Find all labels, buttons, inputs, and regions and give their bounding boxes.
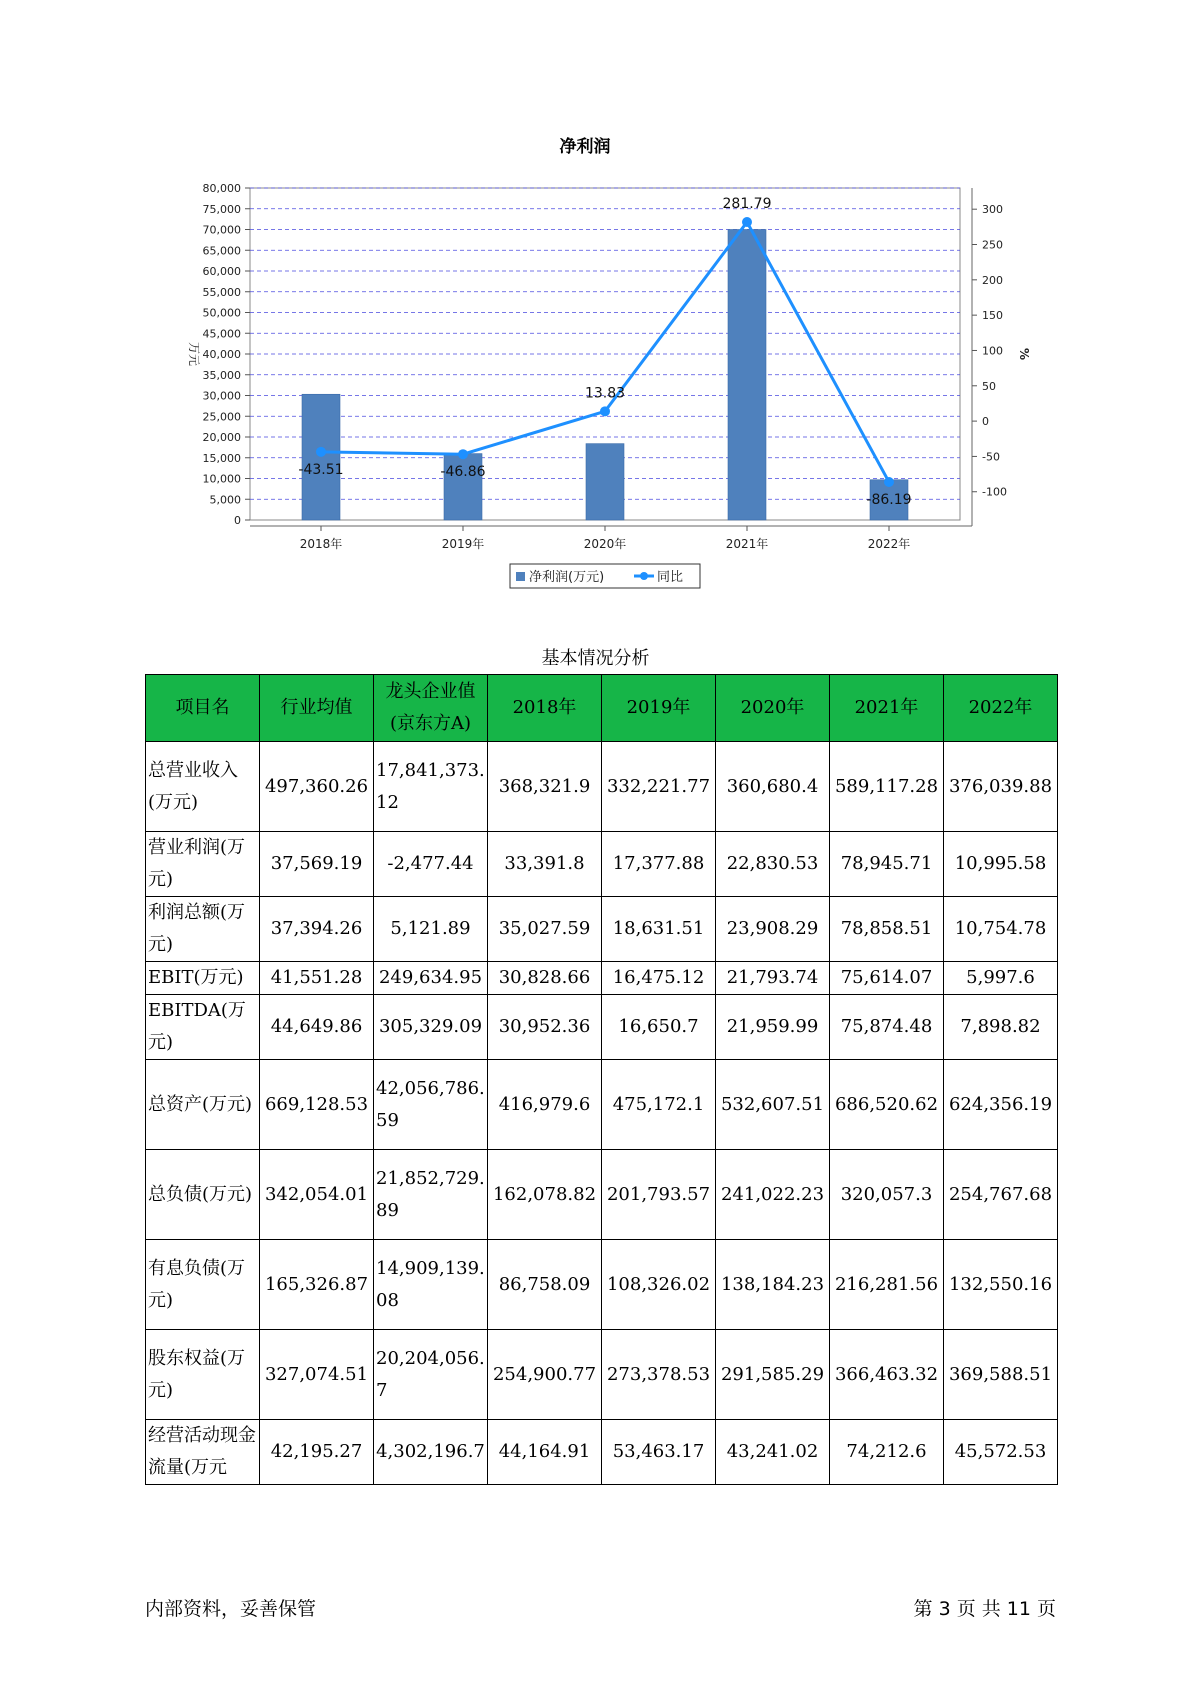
y2-tick-label: 250	[982, 238, 1003, 252]
table-cell: 165,326.87	[260, 1240, 374, 1330]
table-header-cell: 行业均值	[260, 675, 374, 742]
yoy-data-label: -43.51	[298, 461, 344, 478]
table-cell: 291,585.29	[716, 1330, 830, 1420]
table-cell: 17,841,373.12	[374, 742, 488, 832]
table-cell: 5,997.6	[944, 962, 1058, 995]
table-header-cell: 龙头企业值(京东方A)	[374, 675, 488, 742]
row-label-cell: 股东权益(万元)	[146, 1330, 260, 1420]
table-cell: 75,874.48	[830, 995, 944, 1060]
table-cell: 589,117.28	[830, 742, 944, 832]
x-tick-label: 2020年	[583, 537, 627, 551]
table-cell: 10,995.58	[944, 832, 1058, 897]
y2-tick-label: 300	[982, 203, 1003, 217]
y-axis-label: 万元	[187, 341, 201, 367]
table-cell: 241,022.23	[716, 1150, 830, 1240]
table-cell: 305,329.09	[374, 995, 488, 1060]
y-tick-label: 45,000	[202, 327, 241, 341]
table-row	[146, 1420, 1058, 1485]
table-title: 基本情况分析	[541, 648, 650, 669]
table-cell: 216,281.56	[830, 1240, 944, 1330]
table-cell: 368,321.9	[488, 742, 602, 832]
legend-line-marker	[640, 572, 648, 580]
table-row	[146, 962, 1058, 995]
y-tick-label: 60,000	[202, 265, 241, 278]
table-cell: 86,758.09	[488, 1240, 602, 1330]
yoy-point	[884, 477, 894, 487]
y-tick-label: 35,000	[202, 368, 241, 382]
table-cell: 17,377.88	[602, 832, 716, 897]
table-cell: 327,074.51	[260, 1330, 374, 1420]
table-cell: 42,195.27	[260, 1420, 374, 1485]
yoy-data-label: 13.83	[584, 385, 626, 402]
table-cell: 78,858.51	[830, 897, 944, 962]
table-cell: 320,057.3	[830, 1150, 944, 1240]
table-cell: 14,909,139.08	[374, 1240, 488, 1330]
table-cell: 44,649.86	[260, 995, 374, 1060]
table-cell: 360,680.4	[716, 742, 830, 832]
basic-analysis-table	[145, 674, 1058, 1485]
table-cell: 624,356.19	[944, 1060, 1058, 1150]
y2-tick-label: 50	[982, 379, 996, 393]
y-tick-label: 30,000	[202, 389, 241, 403]
yoy-point	[316, 447, 326, 457]
table-cell: 475,172.1	[602, 1060, 716, 1150]
yoy-data-label: -86.19	[866, 491, 912, 508]
table-cell: 42,056,786.59	[374, 1060, 488, 1150]
table-cell: 18,631.51	[602, 897, 716, 962]
y2-tick-label: 200	[982, 273, 1003, 287]
y-tick-label: 0	[234, 514, 241, 527]
row-label-cell: 营业利润(万元)	[146, 832, 260, 897]
table-cell: 497,360.26	[260, 742, 374, 832]
table-header-cell: 2021年	[830, 675, 944, 742]
table-cell: 22,830.53	[716, 832, 830, 897]
table-cell: 21,959.99	[716, 995, 830, 1060]
footer-confidential: 内部资料，妥善保管	[145, 1598, 317, 1620]
y-tick-label: 5,000	[209, 493, 241, 507]
row-label-cell: 利润总额(万元)	[146, 897, 260, 962]
yoy-data-label: 281.79	[722, 196, 772, 213]
bar	[302, 394, 340, 520]
row-label-cell: 总营业收入(万元)	[146, 742, 260, 832]
table-cell: 4,302,196.7	[374, 1420, 488, 1485]
row-label-cell: 总负债(万元)	[146, 1150, 260, 1240]
table-header-cell: 项目名	[146, 675, 260, 742]
row-label-cell: 总资产(万元)	[146, 1060, 260, 1150]
table-row	[146, 1330, 1058, 1420]
table-cell: 37,569.19	[260, 832, 374, 897]
table-cell: 33,391.8	[488, 832, 602, 897]
table-cell: 416,979.6	[488, 1060, 602, 1150]
x-tick-label: 2019年	[441, 537, 485, 551]
yoy-data-label: -46.86	[440, 464, 486, 481]
table-cell: 332,221.77	[602, 742, 716, 832]
table-cell: -2,477.44	[374, 832, 488, 897]
row-label-cell: EBIT(万元)	[146, 962, 260, 995]
y-tick-label: 70,000	[202, 223, 241, 237]
table-cell: 35,027.59	[488, 897, 602, 962]
table-cell: 21,852,729.89	[374, 1150, 488, 1240]
y2-tick-label: -100	[982, 485, 1007, 499]
table-cell: 16,475.12	[602, 962, 716, 995]
legend-line-label: 同比	[657, 570, 684, 585]
table-cell: 369,588.51	[944, 1330, 1058, 1420]
yoy-point	[458, 449, 468, 459]
table-header-row	[146, 675, 1058, 742]
table-cell: 366,463.32	[830, 1330, 944, 1420]
yoy-point	[600, 406, 610, 416]
table-cell: 132,550.16	[944, 1240, 1058, 1330]
table-cell: 254,767.68	[944, 1150, 1058, 1240]
bar	[586, 444, 624, 520]
table-cell: 138,184.23	[716, 1240, 830, 1330]
table-row	[146, 742, 1058, 832]
y2-tick-label: 150	[982, 309, 1003, 323]
table-cell: 75,614.07	[830, 962, 944, 995]
table-cell: 162,078.82	[488, 1150, 602, 1240]
table-cell: 78,945.71	[830, 832, 944, 897]
y-tick-label: 25,000	[202, 410, 241, 424]
y-tick-label: 65,000	[202, 244, 241, 258]
table-cell: 45,572.53	[944, 1420, 1058, 1485]
table-cell: 108,326.02	[602, 1240, 716, 1330]
yoy-point	[742, 217, 752, 227]
table-cell: 37,394.26	[260, 897, 374, 962]
table-cell: 686,520.62	[830, 1060, 944, 1150]
net-profit-chart	[160, 130, 1031, 600]
table-cell: 30,952.36	[488, 995, 602, 1060]
y2-axis-label: %	[1017, 347, 1031, 361]
y-tick-label: 55,000	[202, 285, 241, 299]
y-tick-label: 15,000	[202, 451, 241, 465]
table-cell: 254,900.77	[488, 1330, 602, 1420]
table-cell: 30,828.66	[488, 962, 602, 995]
y2-tick-label: 0	[982, 415, 989, 429]
table-cell: 376,039.88	[944, 742, 1058, 832]
table-cell: 74,212.6	[830, 1420, 944, 1485]
bar	[728, 230, 766, 521]
y-tick-label: 20,000	[202, 431, 241, 444]
y2-tick-label: -50	[982, 450, 1000, 464]
table-header-cell: 2019年	[602, 675, 716, 742]
row-label-cell: 有息负债(万元)	[146, 1240, 260, 1330]
table-row	[146, 897, 1058, 962]
chart-title: 净利润	[559, 137, 611, 157]
x-tick-label: 2018年	[299, 537, 343, 551]
table-cell: 43,241.02	[716, 1420, 830, 1485]
table-cell: 532,607.51	[716, 1060, 830, 1150]
table-cell: 249,634.95	[374, 962, 488, 995]
table-cell: 53,463.17	[602, 1420, 716, 1485]
table-cell: 669,128.53	[260, 1060, 374, 1150]
table-row	[146, 1150, 1058, 1240]
table-cell: 342,054.01	[260, 1150, 374, 1240]
table-cell: 23,908.29	[716, 897, 830, 962]
table-cell: 5,121.89	[374, 897, 488, 962]
table-header-cell: 2020年	[716, 675, 830, 742]
table-cell: 44,164.91	[488, 1420, 602, 1485]
table-header-cell: 2018年	[488, 675, 602, 742]
table-cell: 10,754.78	[944, 897, 1058, 962]
row-label-cell: EBITDA(万元)	[146, 995, 260, 1060]
x-tick-label: 2022年	[867, 537, 911, 551]
y-tick-label: 75,000	[202, 202, 241, 216]
x-tick-label: 2021年	[725, 537, 769, 551]
table-cell: 16,650.7	[602, 995, 716, 1060]
table-row	[146, 832, 1058, 897]
table-cell: 41,551.28	[260, 962, 374, 995]
legend-bar-swatch	[516, 572, 525, 581]
y-tick-label: 10,000	[202, 472, 241, 486]
table-cell: 201,793.57	[602, 1150, 716, 1240]
legend-bar-label: 净利润(万元)	[529, 570, 605, 585]
table-row	[146, 1240, 1058, 1330]
table-header-cell: 2022年	[944, 675, 1058, 742]
table-cell: 273,378.53	[602, 1330, 716, 1420]
table-cell: 20,204,056.7	[374, 1330, 488, 1420]
table-row	[146, 1060, 1058, 1150]
table-cell: 21,793.74	[716, 962, 830, 995]
footer-page-number: 第 3 页 共 11 页	[913, 1598, 1056, 1620]
y-tick-label: 50,000	[202, 306, 241, 320]
y-tick-label: 80,000	[202, 182, 241, 195]
y-tick-label: 40,000	[202, 348, 241, 361]
row-label-cell: 经营活动现金流量(万元	[146, 1420, 260, 1485]
table-row	[146, 995, 1058, 1060]
table-cell: 7,898.82	[944, 995, 1058, 1060]
y2-tick-label: 100	[982, 344, 1003, 358]
